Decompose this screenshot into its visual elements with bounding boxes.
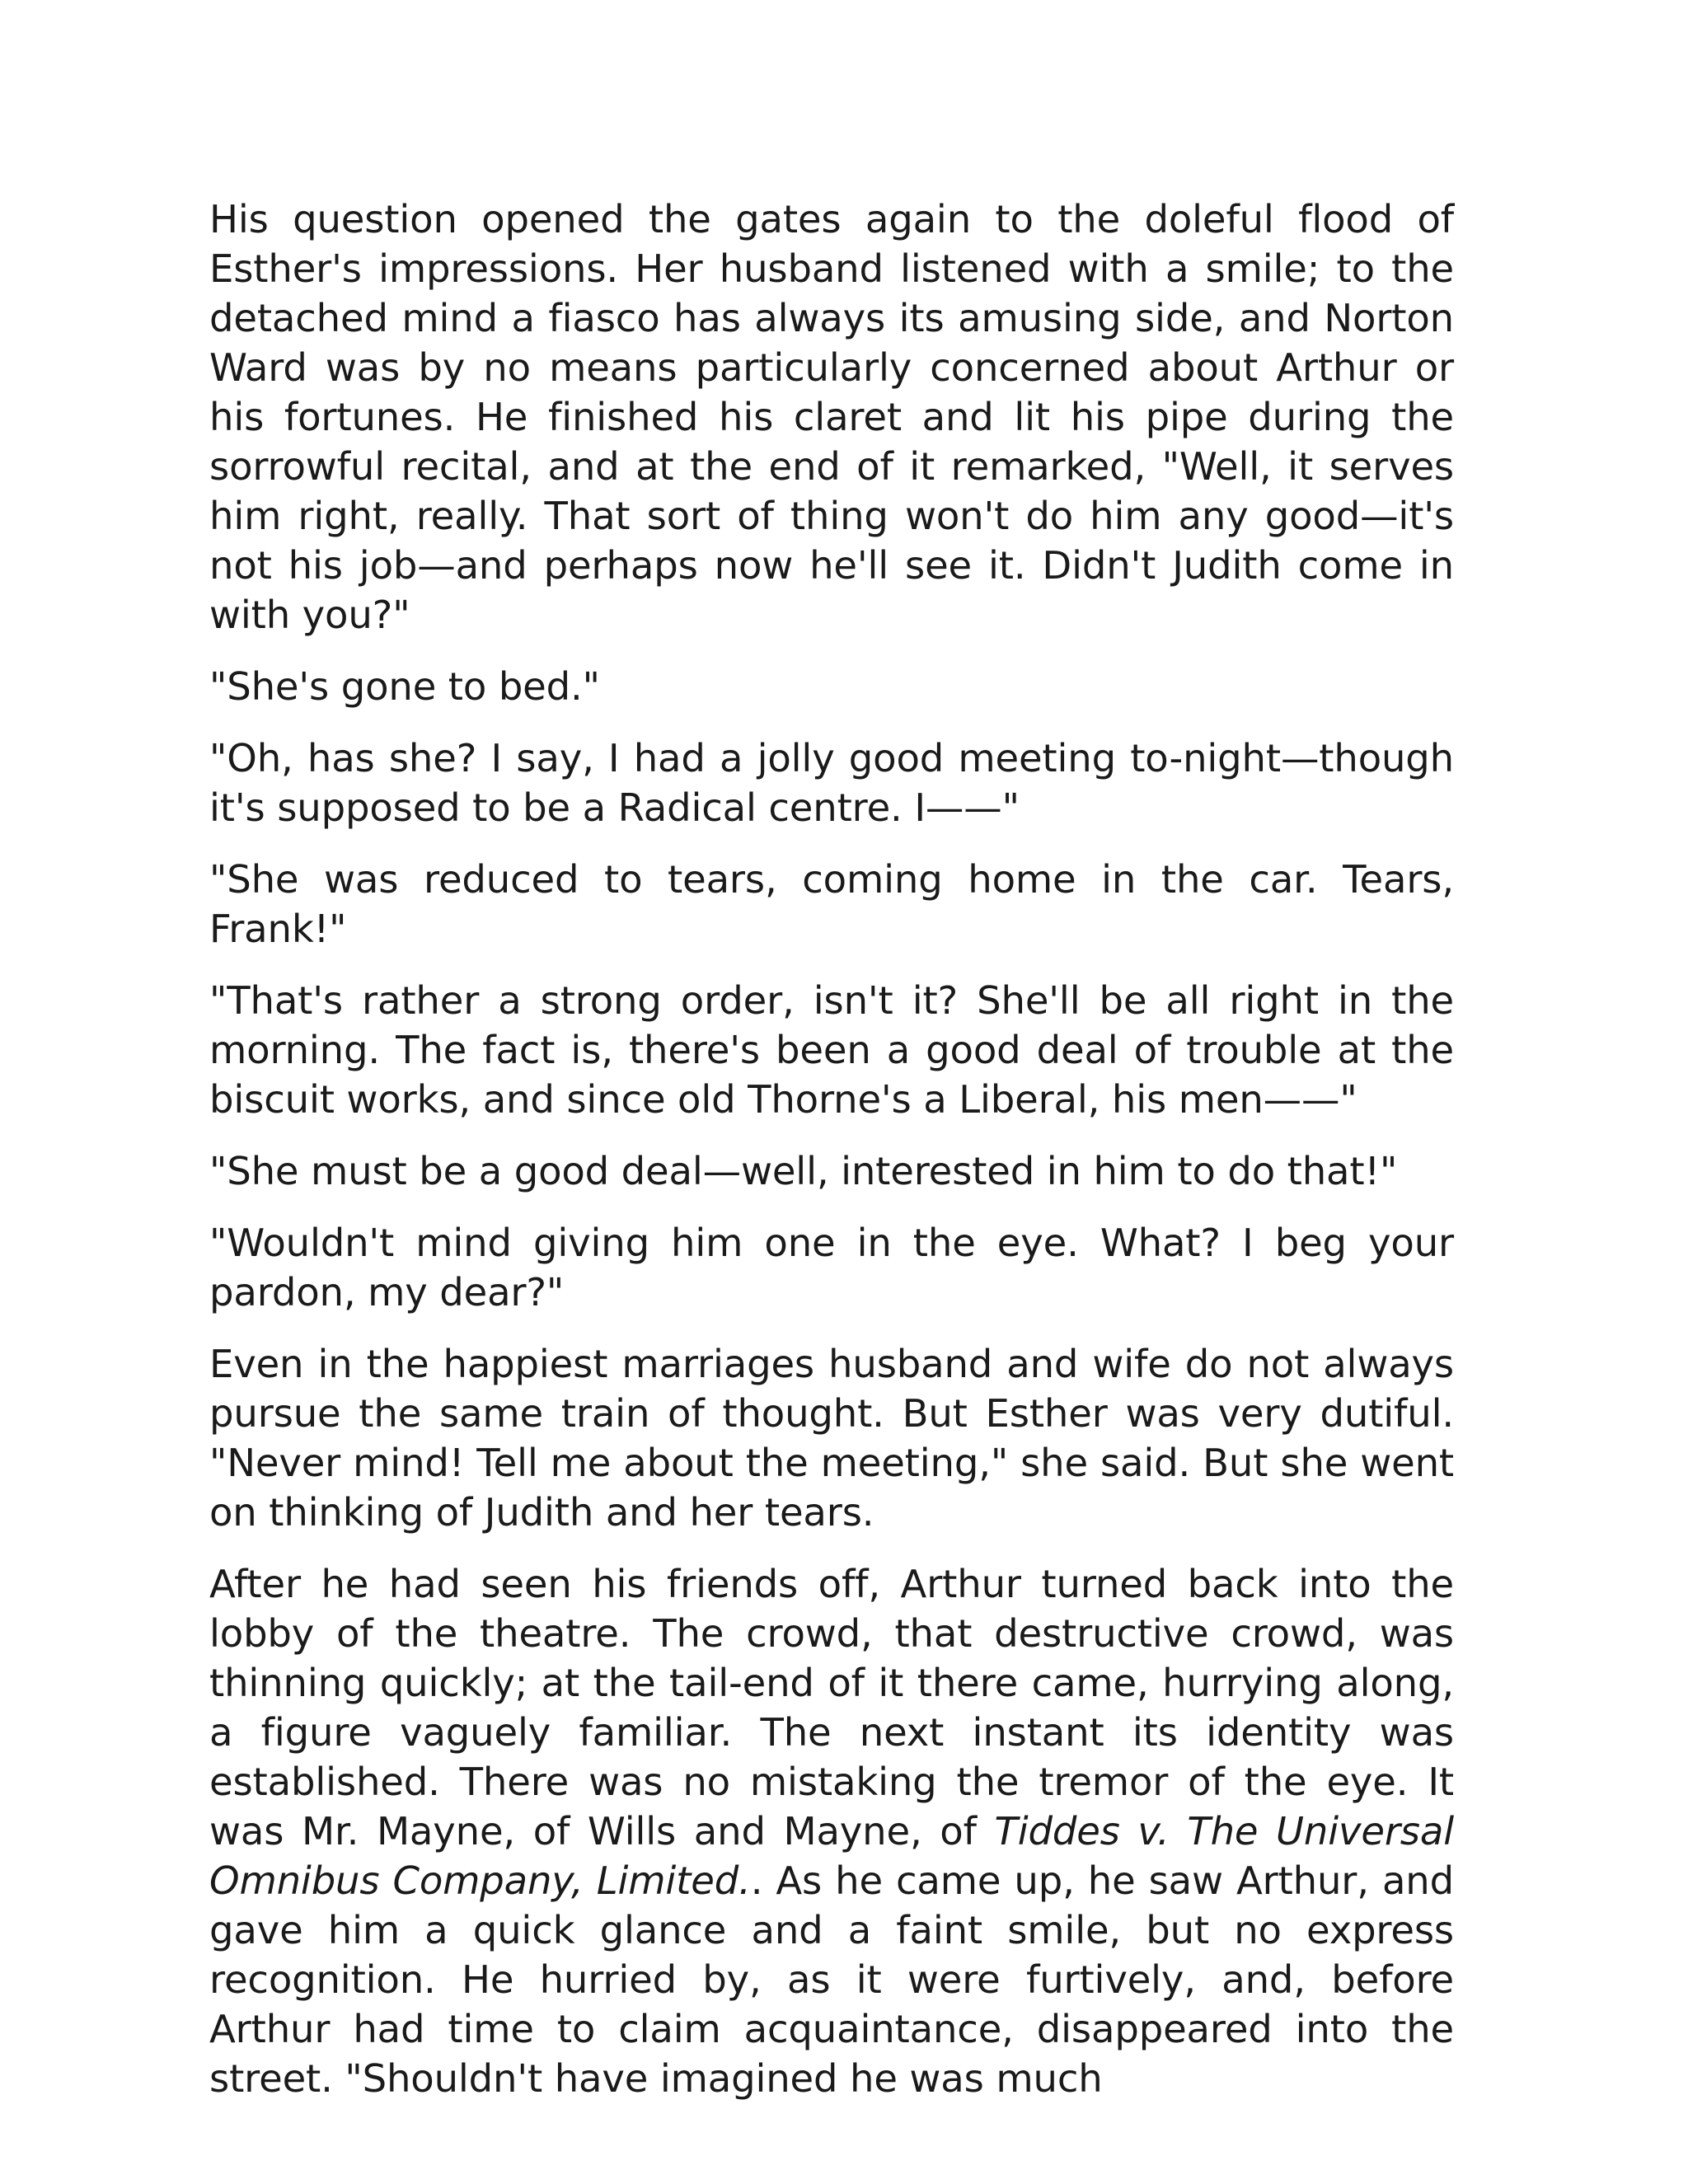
paragraph-7: "Wouldn't mind giving him one in the eye. What? I beg your pardon, my dear?" — [209, 1221, 1454, 1315]
paragraph-9 — [209, 1559, 1454, 2103]
paragraph-3: "Oh, has she? I say, I had a jolly good meeting to-night—though it's supposed to be a Radical centre. I——" — [209, 736, 1454, 830]
paragraph-4: "She was reduced to tears, coming home in the car. Tears, Frank!" — [209, 857, 1454, 951]
paragraph-6: "She must be a good deal—well, interested in him to do that!" — [209, 1149, 1398, 1193]
paragraph-9-text-before: After he had seen his friends off, Arthur turned back into the lobby of the theatre. The crowd, that destructive crowd, was thinning quickly; at the tail-end of it there came, hurrying along, a figure vaguely familiar. The next instant its identity was established. There was no mistaking the tremor of the eye. It was Mr. Mayne, of Wills and Mayne, of — [209, 1562, 1454, 1854]
paragraph-5: "That's rather a strong order, isn't it? She'll be all right in the morning. The fact is, there's been a good deal of trouble at the biscuit works, and since old Thorne's a Liberal, his men——" — [209, 978, 1454, 1122]
paragraph-9-text-after: . As he came up, he saw Arthur, and gave him a quick glance and a faint smile, but no express recognition. He hurried by, as it were furtively, and, before Arthur had time to claim acquaintance, disappeared into the street. "Shouldn't have imagined he was much — [209, 1858, 1454, 2101]
case-title-italic: Tiddes v. The Universal Omnibus Company, Limited. — [209, 1809, 1454, 1903]
paragraph-1: His question opened the gates again to the doleful flood of Esther's impressions. Her husband listened with a smile; to the detached mind a fiasco has always its amusing side, and Norton Ward was by no means particularly concerned about Arthur or his fortunes. He finished his claret and lit his pipe during the sorrowful recital, and at the end of it remarked, "Well, it serves him right, really. That sort of thing won't do him any good—it's not his job—and perhaps now he'll see it. Didn't Judith come in with you?" — [209, 197, 1454, 637]
paragraph-8: Even in the happiest marriages husband and wife do not always pursue the same train of thought. But Esther was very dutiful. "Never mind! Tell me about the meeting," she said. But she went on thinking of Judith and her tears. — [209, 1342, 1454, 1535]
paragraph-2: "She's gone to bed." — [209, 664, 600, 709]
document-page — [209, 194, 1454, 2103]
